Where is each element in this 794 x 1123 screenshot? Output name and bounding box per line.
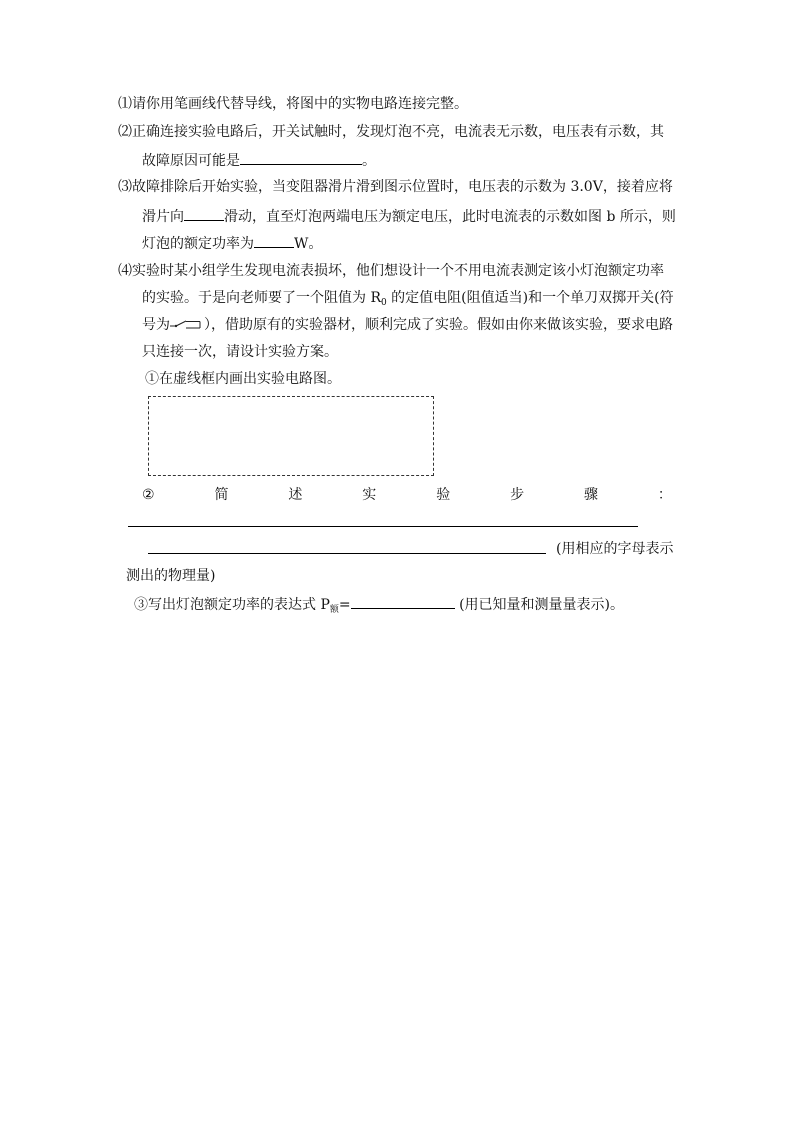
step-2-char: 步 [510, 487, 525, 503]
question-4-text-a: 的实验。于是向老师要了一个阻值为 R [142, 290, 381, 306]
question-4-text-b: 的定值电阻(阻值适当)和一个单刀双掷开关(符 [386, 290, 674, 306]
answer-blank-rated-power[interactable] [254, 233, 294, 248]
step-2-note-a: (用相应的字母表示 [556, 541, 674, 557]
rated-subscript: 额 [329, 605, 339, 615]
step-3-line [134, 594, 624, 619]
step-3-note: (用已知量和测量量表示)。 [454, 597, 624, 613]
question-4-line-2 [142, 289, 674, 312]
spdt-switch-symbol-icon [170, 320, 204, 330]
question-3-line-3 [142, 233, 322, 253]
question-4-line-3 [142, 316, 673, 334]
question-2-line-1: ⑵正确连接实验电路后，开关试触时，发现灯泡不亮，电流表无示数，电压表有示数，其 [118, 124, 664, 140]
step-2-heading [142, 486, 672, 504]
question-4-text-d: ），借助原有的实验器材，顺利完成了实验。假如由你来做该实验，要求电路 [204, 317, 673, 333]
step-2-char: 述 [288, 487, 303, 503]
question-4-text-c: 号为 [142, 317, 170, 333]
question-2-period: 。 [362, 153, 376, 169]
step-2-note-b: 测出的物理量) [126, 568, 216, 584]
step-1-instruction: ①在虚线框内画出实验电路图。 [145, 371, 341, 387]
question-3-prompt-a: 滑片向 [142, 209, 184, 225]
question-3-unit: W。 [294, 236, 323, 252]
step-2-char: ： [657, 487, 672, 503]
r0-subscript: 0 [381, 298, 387, 308]
question-1: ⑴请你用笔画线代替导线，将图中的实物电路连接完整。 [118, 96, 468, 112]
question-3-line-1: ⑶故障排除后开始实验，当变阻器滑片滑到图示位置时，电压表的示数为 3.0V，接着应将 [118, 179, 673, 195]
answer-blank-power-expression[interactable] [351, 594, 455, 609]
question-3-prompt-c: 灯泡的额定功率为 [142, 236, 254, 252]
answer-blank-fault-cause[interactable] [240, 150, 362, 165]
step-2-char: 骤 [584, 487, 598, 503]
question-3-prompt-b: 滑动，直至灯泡两端电压为额定电压，此时电流表的示数如图 b 所示，则 [224, 209, 676, 225]
step-2-char: 简 [214, 487, 229, 503]
question-2-line-2 [142, 150, 376, 170]
question-2-prompt: 故障原因可能是 [142, 153, 240, 169]
question-4-line-4: 只连接一次，请设计实验方案。 [142, 344, 338, 360]
step-2-char: 验 [436, 487, 451, 503]
step-3-text: ③写出灯泡额定功率的表达式 P [134, 597, 330, 613]
question-4-line-1: ⑷实验时某小组学生发现电流表损坏，他们想设计一个不用电流表测定该小灯泡额定功率 [118, 263, 664, 279]
step-2-char: ② [142, 487, 155, 503]
equals-sign: = [338, 597, 351, 613]
answer-blank-slider-direction[interactable] [184, 206, 224, 221]
circuit-diagram-box[interactable] [148, 396, 434, 476]
question-3-line-2 [142, 206, 676, 226]
answer-line-steps-2[interactable] [148, 553, 546, 554]
answer-line-steps-1[interactable] [128, 526, 638, 527]
step-2-char: 实 [362, 487, 377, 503]
